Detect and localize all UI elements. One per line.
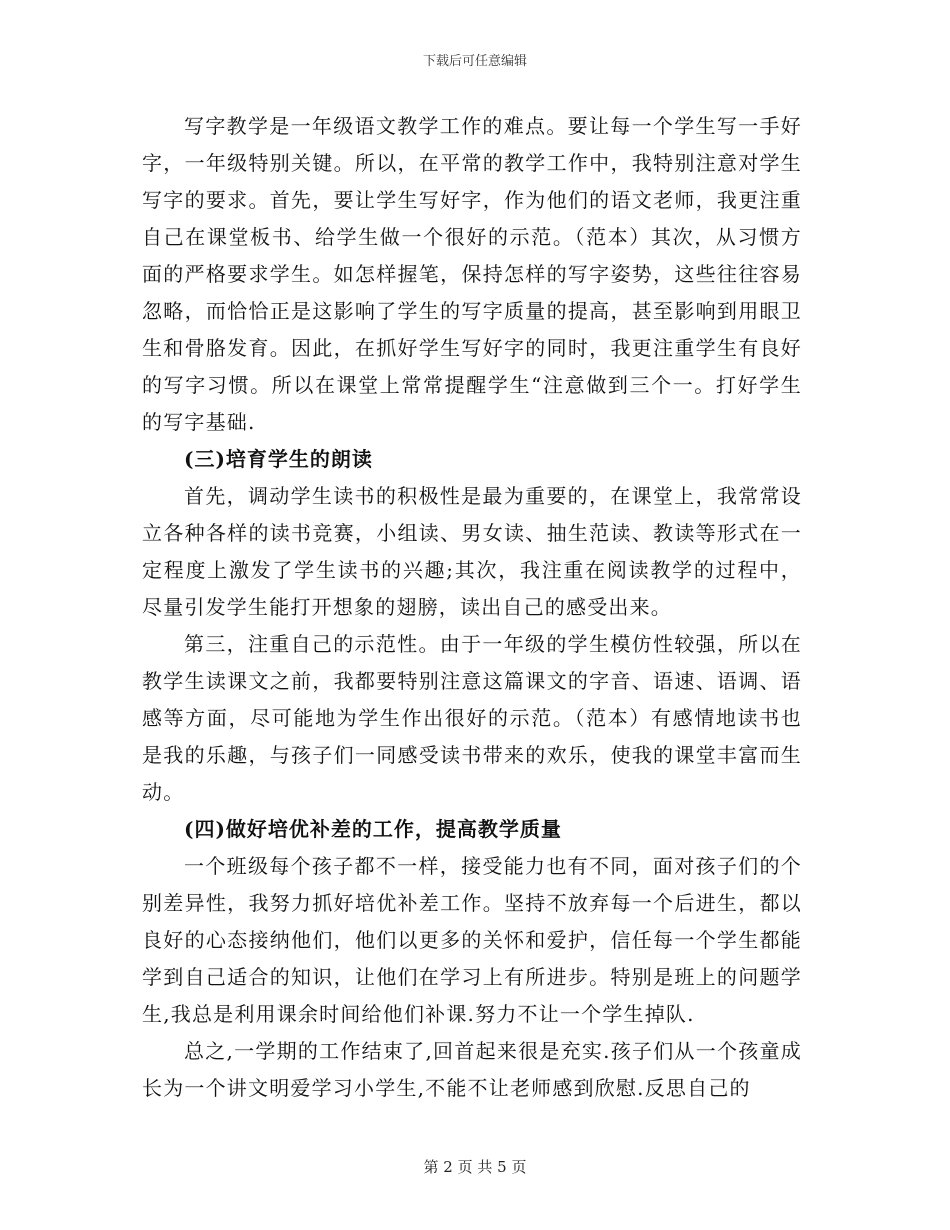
paragraph-reading-motivation: 首先，调动学生读书的积极性是最为重要的，在课堂上，我常常设立各种各样的读书竞赛，小组读、男女读、抽生范读、教读等形式在一定程度上激发了学生读书的兴趣;其次，我注重在阅读教学的过程中，尽量引发学生能打开想象的翅膀，读出自己的感受出来。 xyxy=(142,484,802,619)
page-number-footer: 第 2 页 共 5 页 xyxy=(423,1158,527,1176)
document-body xyxy=(142,108,802,1107)
paragraph-summary: 总之,一学期的工作结束了,回首起来很是充实.孩子们从一个孩童成长为一个讲文明爱学习小学生,不能不让老师感到欣慰.反思自己的 xyxy=(142,1039,802,1100)
section-heading-tutoring: (四)做好培优补差的工作，提高教学质量 xyxy=(184,817,562,841)
section-heading-reading: (三)培育学生的朗读 xyxy=(184,447,373,471)
paragraph-tutoring: 一个班级每个孩子都不一样，接受能力也有不同，面对孩子们的个别差异性，我努力抓好培优补差工作。坚持不放弃每一个后进生，都以良好的心态接纳他们，他们以更多的关怀和爱护，信任每一个学生都能学到自己适合的知识，让他们在学习上有所进步。特别是班上的问题学生,我总是利用课余时间给他们补课.努力不让一个学生掉队. xyxy=(142,854,802,1026)
page-header-note: 下载后可任意编辑 xyxy=(422,54,527,69)
paragraph-writing-teaching: 写字教学是一年级语文教学工作的难点。要让每一个学生写一手好字，一年级特别关键。所以，在平常的教学工作中，我特别注意对学生写字的要求。首先，要让学生写好字，作为他们的语文老师，我更注重自己在课堂板书、给学生做一个很好的示范。（范本）其次，从习惯方面的严格要求学生。如怎样握笔，保持怎样的写字姿势，这些往往容易忽略，而恰恰正是这影响了学生的写字质量的提高，甚至影响到用眼卫生和骨胳发育。因此，在抓好学生写好字的同时，我更注重学生有良好的写字习惯。所以在课堂上常常提醒学生“注意做到三个一。打好学生的写字基础. xyxy=(142,114,802,434)
paragraph-teacher-demonstration: 第三，注重自己的示范性。由于一年级的学生模仿性较强，所以在教学生读课文之前，我都要特别注意这篇课文的字音、语速、语调、语感等方面，尽可能地为学生作出很好的示范。（范本）有感情地读书也是我的乐趣，与孩子们一同感受读书带来的欢乐，使我的课堂丰富而生动。 xyxy=(142,632,802,804)
